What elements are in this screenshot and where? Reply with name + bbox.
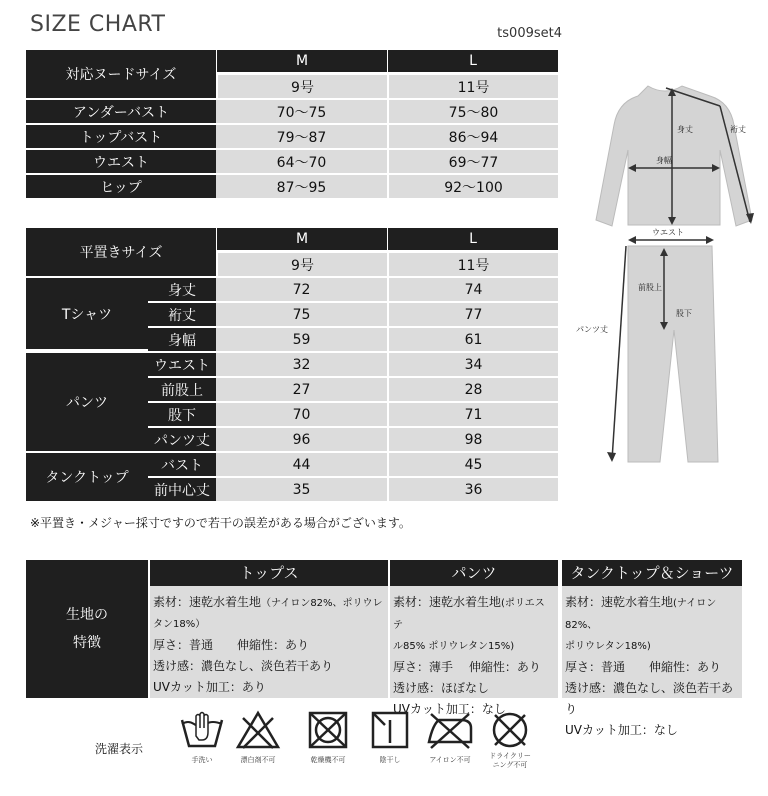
table-row: Tシャツ 身丈 72 74 (26, 278, 558, 301)
size-chart-title: SIZE CHART (30, 12, 166, 37)
col-size-m: M (216, 228, 387, 251)
group-tanktop: タンクトップ (26, 453, 148, 501)
measurement-note: ※平置き・メジャー採寸ですので若干の誤差がある場合がございます。 (30, 516, 411, 530)
flat-size-label: 平置きサイズ (26, 228, 216, 276)
table-row: タンクトップ バスト 44 45 (26, 453, 558, 476)
no-tumble-dry-symbol: 乾燥機不可 (298, 710, 358, 765)
nude-size-label: 対応ヌードサイズ (26, 50, 216, 98)
table-row: ウエスト 64～70 69～77 (26, 150, 558, 173)
hang-dry-icon (367, 710, 413, 750)
table-row: 前中心丈 35 36 (26, 478, 558, 501)
no-dry-clean-symbol: ドライクリー ニング不可 (480, 710, 540, 770)
table-row: 前股上 27 28 (26, 378, 558, 401)
col-size-l: L (387, 50, 558, 73)
garment-diagram (570, 80, 760, 475)
fabric-label: 生地の 特徴 (26, 560, 148, 698)
table-row: トップバスト 79～87 86～94 (26, 125, 558, 148)
table-row: パンツ丈 96 98 (26, 428, 558, 451)
inseam-label: 股下 (676, 309, 692, 318)
pants-length-arrow (612, 246, 626, 460)
shirt-illustration (596, 86, 752, 226)
group-tshirt: Tシャツ (26, 278, 148, 351)
col-jp-l: 11号 (387, 253, 558, 276)
no-bleach-icon (235, 710, 281, 750)
col-jp-m: 9号 (216, 253, 387, 276)
table-row: 股下 70 71 (26, 403, 558, 426)
front-rise-label: 前股上 (638, 283, 662, 292)
hand-wash-icon (179, 710, 225, 750)
table-row: アンダーバスト 70～75 75～80 (26, 100, 558, 123)
fabric-tops: トップス 素材：速乾水着生地（ナイロン82%、ポリウレ タン18%） 厚さ：普通 伸縮性：あり 透け感：濃色なし、淡色若干あり UVカット加工：あり (150, 560, 388, 698)
washing-label: 洗濯表示 (95, 742, 144, 756)
no-iron-symbol: アイロン不可 (420, 710, 480, 765)
col-size-m: M (216, 50, 387, 73)
col-size-l: L (387, 228, 558, 251)
no-tumble-dry-icon (305, 710, 351, 750)
table-row: 身幅 59 61 (26, 328, 558, 351)
fabric-tanktop-shorts: タンクトップ＆ショーツ 素材：速乾水着生地(ナイロン82%、 ポリウレタン18%) 厚さ：普通 伸縮性：あり 透け感：濃色なし、淡色若干あり UVカット加工：なし (562, 560, 742, 698)
fabric-pants: パンツ 素材：速乾水着生地(ポリエステ ル85% ポリウレタン15%) 厚さ：薄手 伸縮性：あり 透け感：ほぼなし UVカット加工：なし (390, 560, 558, 698)
sleeve-label: 裄丈 (730, 125, 746, 134)
table-row: ヒップ 87～95 92～100 (26, 175, 558, 198)
pants-waist-label: ウエスト (652, 228, 684, 237)
group-pants: パンツ (26, 353, 148, 451)
flat-size-table (26, 226, 558, 503)
shirt-length-label: 身丈 (677, 125, 693, 134)
nude-size-table (26, 48, 558, 200)
product-code: ts009set4 (497, 26, 562, 41)
no-iron-icon (425, 710, 475, 750)
table-row: パンツ ウエスト 32 34 (26, 353, 558, 376)
pants-illustration (628, 246, 718, 462)
hand-wash-symbol: 手洗い (172, 710, 232, 765)
col-jp-l: 11号 (387, 75, 558, 98)
shirt-width-label: 身幅 (656, 156, 672, 165)
table-row: 裄丈 75 77 (26, 303, 558, 326)
col-jp-m: 9号 (216, 75, 387, 98)
no-bleach-symbol: 漂白剤不可 (228, 710, 288, 765)
hang-dry-symbol: 陰干し (360, 710, 420, 765)
pants-length-label: パンツ丈 (576, 325, 608, 334)
no-dry-clean-icon (487, 710, 533, 750)
